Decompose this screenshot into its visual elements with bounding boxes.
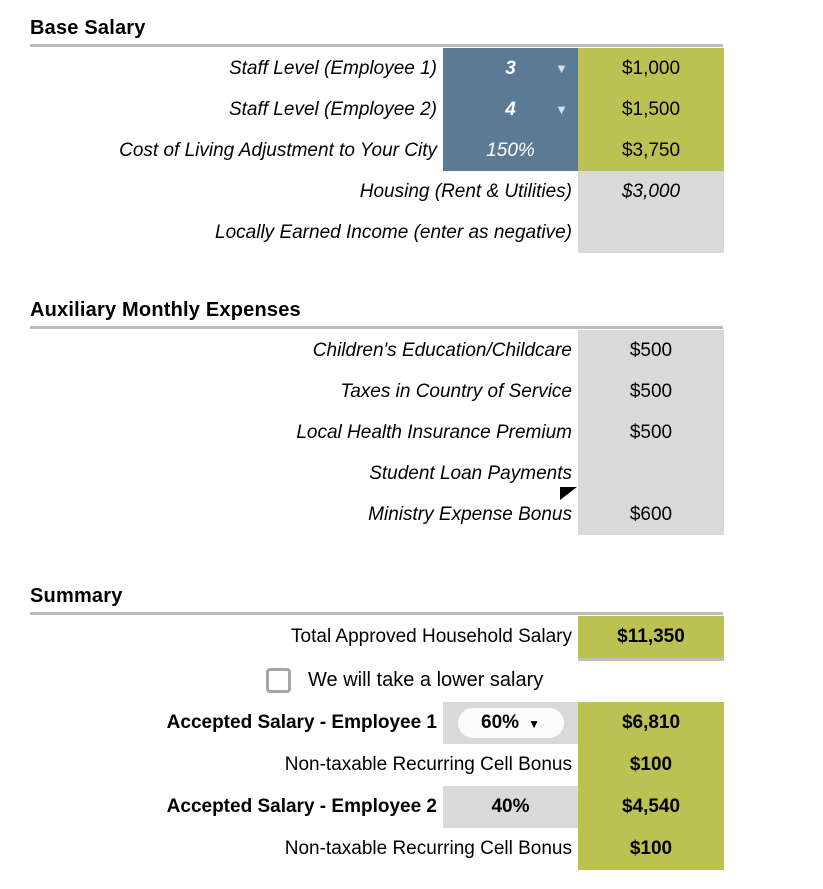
section-base-salary xyxy=(0,14,823,253)
row-label-staff-level-2: Staff Level (Employee 2) xyxy=(228,98,437,120)
section-divider xyxy=(30,44,723,47)
computed-salary-2: $1,500 xyxy=(578,89,724,130)
table-row xyxy=(30,828,823,870)
section-title-summary: Summary xyxy=(30,585,123,607)
chevron-down-icon: ▼ xyxy=(555,60,568,76)
table-row xyxy=(30,89,823,130)
row-label-cell-bonus-2: Non-taxable Recurring Cell Bonus xyxy=(284,838,572,859)
taxes-input[interactable]: $500 xyxy=(578,371,724,412)
section-title-auxiliary: Auxiliary Monthly Expenses xyxy=(30,299,301,321)
cola-input[interactable] xyxy=(443,130,578,171)
staff-level-1-dropdown[interactable] xyxy=(443,48,578,89)
computed-salary-1: $1,000 xyxy=(578,48,724,89)
table-row xyxy=(30,130,823,171)
row-label-staff-level-1: Staff Level (Employee 1) xyxy=(228,57,437,79)
staff-level-1-value: 3 xyxy=(505,57,516,79)
note-marker-icon xyxy=(560,487,577,500)
lower-salary-option-row xyxy=(30,658,823,702)
employee-1-percent-cell xyxy=(443,702,578,744)
accepted-salary-2-amount: $4,540 xyxy=(578,786,724,828)
employee-1-percent-value: 60% xyxy=(481,712,520,733)
cola-value: 150% xyxy=(486,139,535,161)
housing-input[interactable]: $3,000 xyxy=(578,171,724,212)
staff-level-2-value: 4 xyxy=(505,98,516,120)
table-row xyxy=(30,786,823,828)
table-row xyxy=(30,494,823,535)
computed-cola-amount: $3,750 xyxy=(578,130,724,171)
section-summary xyxy=(0,582,823,870)
row-label-cell-bonus-1: Non-taxable Recurring Cell Bonus xyxy=(284,754,572,775)
row-label-accepted-salary-1: Accepted Salary - Employee 1 xyxy=(166,712,437,733)
section-divider xyxy=(30,326,723,329)
cell-bonus-2-amount: $100 xyxy=(578,828,724,870)
table-row xyxy=(30,371,823,412)
health-insurance-input[interactable]: $500 xyxy=(578,412,724,453)
lower-salary-checkbox[interactable] xyxy=(266,668,291,693)
total-household-salary: $11,350 xyxy=(578,616,724,658)
cell-bonus-1-amount: $100 xyxy=(578,744,724,786)
lower-salary-checkbox-label: We will take a lower salary xyxy=(308,668,544,691)
table-row xyxy=(30,616,823,658)
row-label-health-insurance: Local Health Insurance Premium xyxy=(296,421,572,443)
childcare-input[interactable]: $500 xyxy=(578,330,724,371)
table-row xyxy=(30,744,823,786)
section-title-base-salary: Base Salary xyxy=(30,17,146,39)
row-label-total-salary: Total Approved Household Salary xyxy=(291,626,572,647)
row-label-housing: Housing (Rent & Utilities) xyxy=(359,180,572,202)
row-label-local-income: Locally Earned Income (enter as negative) xyxy=(215,221,572,243)
employee-1-percent-dropdown[interactable] xyxy=(458,708,564,738)
table-row xyxy=(30,212,823,253)
local-income-input[interactable] xyxy=(578,212,724,253)
ministry-bonus-input[interactable]: $600 xyxy=(578,494,724,535)
row-label-student-loans: Student Loan Payments xyxy=(369,462,572,484)
table-row xyxy=(30,702,823,744)
section-divider xyxy=(30,612,723,615)
row-label-accepted-salary-2: Accepted Salary - Employee 2 xyxy=(166,796,437,817)
employee-2-percent-cell: 40% xyxy=(443,786,578,828)
chevron-down-icon: ▼ xyxy=(555,101,568,117)
row-label-taxes: Taxes in Country of Service xyxy=(340,380,572,402)
table-row xyxy=(30,171,823,212)
table-row xyxy=(30,412,823,453)
table-row xyxy=(30,48,823,89)
table-row xyxy=(30,453,823,494)
table-row xyxy=(30,330,823,371)
row-label-childcare: Children's Education/Childcare xyxy=(312,339,572,361)
row-label-cola: Cost of Living Adjustment to Your City xyxy=(119,139,437,161)
row-label-ministry-bonus: Ministry Expense Bonus xyxy=(368,503,572,525)
chevron-down-icon: ▼ xyxy=(528,717,540,731)
section-auxiliary-expenses xyxy=(0,296,823,535)
accepted-salary-1-amount: $6,810 xyxy=(578,702,724,744)
student-loans-input[interactable] xyxy=(578,453,724,494)
staff-level-2-dropdown[interactable] xyxy=(443,89,578,130)
